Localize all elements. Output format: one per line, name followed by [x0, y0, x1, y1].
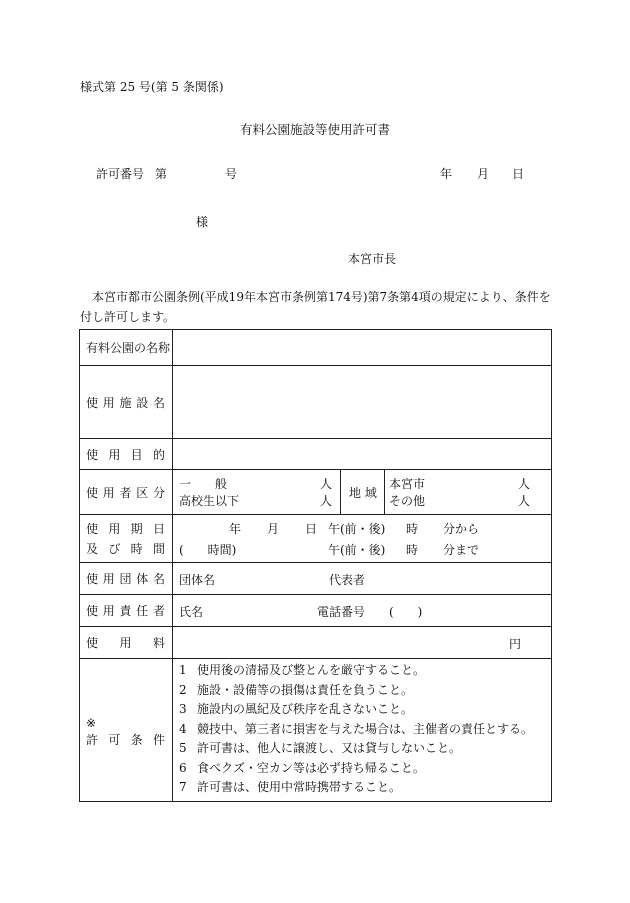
category-student: 高校生以下	[179, 494, 240, 508]
date-month: 月	[477, 167, 490, 181]
label-user-category: 使 用 者 区 分	[86, 485, 165, 500]
row-conditions	[80, 659, 552, 802]
category-student-unit: 人	[320, 494, 333, 508]
label-facility-name: 使 用 施 設 名	[86, 395, 165, 410]
intro-text: 本宮市都市公園条例(平成19年本宮市条例第174号)第7条第4項の規定により、条件を付し許可します。	[80, 290, 551, 324]
responsible-phone-label: 電話番号	[317, 605, 366, 619]
label-period-line2: 及 び 時 間	[86, 542, 165, 556]
label-period-line1: 使 用 期 日	[86, 522, 165, 536]
condition-item: 4 競技中、第三者に損害を与えた場合は、主催者の責任とする。	[179, 721, 534, 736]
row-facility-name	[80, 366, 552, 439]
category-general: 一 般	[179, 477, 228, 491]
region-other-unit: 人	[518, 494, 531, 508]
permit-number-prefix: 第	[155, 167, 168, 181]
issuer: 本宮市長	[348, 252, 397, 266]
value-fee	[173, 627, 552, 659]
row-user-category	[80, 470, 552, 515]
region-local: 本宮市	[389, 477, 426, 491]
label-responsible: 使 用 責 任 者	[86, 604, 165, 618]
value-conditions	[173, 659, 552, 802]
period-start-minute: 分から	[443, 522, 480, 536]
region-local-unit: 人	[518, 477, 531, 491]
period-end-hour: 時	[406, 543, 419, 557]
value-period	[173, 515, 552, 563]
date-day: 日	[512, 167, 525, 181]
condition-item: 2 施設・設備等の損傷は責任を負うこと。	[179, 682, 414, 697]
value-facility-name	[173, 366, 552, 439]
permit-number-label: 許可番号	[96, 167, 145, 181]
value-purpose	[173, 439, 552, 470]
group-rep-label: 代表者	[329, 573, 366, 587]
period-year: 年	[229, 522, 242, 536]
condition-item: 7 許可書は、使用中常時携帯すること。	[179, 780, 402, 794]
region-other: その他	[389, 494, 426, 508]
date-year: 年	[440, 167, 453, 181]
value-user-category	[173, 470, 552, 515]
document-title: 有料公園施設等使用許可書	[239, 122, 390, 137]
condition-item: 5 許可書は、他人に譲渡し、又は貸与しないこと。	[179, 741, 462, 755]
addressee-suffix: 様	[196, 215, 209, 229]
fee-unit: 円	[508, 637, 521, 651]
row-responsible	[80, 595, 552, 627]
label-purpose: 使 用 目 的	[86, 447, 165, 462]
region-label: 地 域	[349, 486, 377, 500]
responsible-phone-paren: ( )	[389, 605, 423, 619]
row-group	[80, 563, 552, 595]
value-park-name	[173, 330, 552, 366]
period-month: 月	[267, 522, 280, 536]
period-end-ampm: 午(前・後)	[328, 543, 386, 557]
label-fee: 使 用 料	[86, 636, 165, 650]
conditions-list	[173, 659, 551, 798]
row-park-name	[80, 330, 552, 366]
label-group: 使 用 団 体 名	[86, 572, 165, 586]
group-name-label: 団体名	[179, 573, 216, 587]
period-end-minute: 分まで	[443, 543, 480, 557]
permit-table	[79, 329, 552, 802]
period-hours: ( 時間)	[179, 543, 237, 557]
value-group	[173, 563, 552, 595]
divider	[384, 470, 385, 514]
label-conditions: 許 可 条 件	[86, 733, 165, 747]
condition-item: 3 施設内の風紀及び秩序を乱さないこと。	[179, 702, 414, 716]
row-fee	[80, 627, 552, 659]
condition-item: 1 使用後の清掃及び整とんを厳守すること。	[179, 663, 426, 677]
form-number: 様式第 25 号(第 5 条関係)	[80, 80, 224, 94]
row-period	[80, 515, 552, 563]
divider	[340, 470, 341, 514]
category-general-unit: 人	[320, 477, 333, 491]
responsible-name-label: 氏名	[179, 605, 204, 619]
period-day: 日	[305, 522, 318, 536]
permit-number-suffix: 号	[225, 167, 238, 181]
value-responsible	[173, 595, 552, 627]
period-start-ampm: 午(前・後)	[328, 522, 386, 536]
conditions-mark: ※	[86, 716, 97, 730]
condition-item: 6 食べクズ・空カン等は必ず持ち帰ること。	[179, 760, 425, 775]
period-start-hour: 時	[406, 522, 419, 536]
label-park-name: 有料公園の名称	[86, 341, 171, 355]
row-purpose	[80, 439, 552, 470]
